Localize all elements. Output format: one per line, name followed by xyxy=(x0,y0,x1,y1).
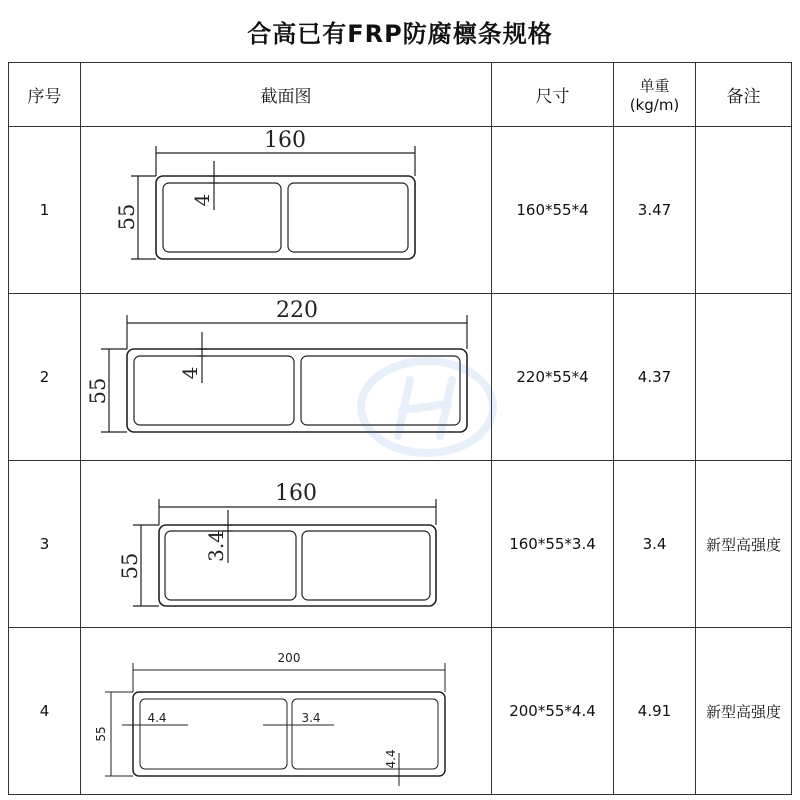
height-dimension: 55 xyxy=(118,552,142,579)
row-weight: 4.91 xyxy=(614,628,696,795)
page-title: 合高已有FRP防腐檩条规格 xyxy=(247,20,553,48)
row-note xyxy=(696,294,792,461)
web-dimension: 3.4 xyxy=(301,710,321,725)
row-index: 3 xyxy=(9,461,81,628)
row-drawing-cell xyxy=(81,127,492,294)
row-weight: 3.4 xyxy=(614,461,696,628)
row-drawing-cell xyxy=(81,628,492,795)
header-weight-unit: (kg/m) xyxy=(629,96,680,114)
row-drawing-cell xyxy=(81,461,492,628)
header-note: 备注 xyxy=(696,63,792,127)
row-drawing-cell xyxy=(81,294,492,461)
width-dimension: 200 xyxy=(277,650,301,665)
row-weight: 3.47 xyxy=(614,127,696,294)
thickness-dimension: 4 xyxy=(178,366,202,379)
row-size: 160*55*3.4 xyxy=(492,461,614,628)
row-weight: 4.37 xyxy=(614,294,696,461)
table-row xyxy=(9,628,792,795)
height-dimension: 55 xyxy=(115,203,139,230)
row-index: 1 xyxy=(9,127,81,294)
section-drawing xyxy=(81,462,492,627)
row-note: 新型高强度 xyxy=(696,628,792,795)
row-size: 220*55*4 xyxy=(492,294,614,461)
thickness-dimension: 3.4 xyxy=(204,529,228,562)
thickness-dimension: 4 xyxy=(190,193,214,206)
table-row xyxy=(9,127,792,294)
row-index: 4 xyxy=(9,628,81,795)
row-size: 200*55*4.4 xyxy=(492,628,614,795)
width-dimension: 220 xyxy=(276,297,318,323)
table-row xyxy=(9,294,792,461)
header-weight xyxy=(614,63,696,127)
row-size: 160*55*4 xyxy=(492,127,614,294)
section-drawing xyxy=(81,629,492,794)
thickness-dimension: 4.4 xyxy=(147,710,167,725)
table-header-row xyxy=(9,63,792,127)
row-note: 新型高强度 xyxy=(696,461,792,628)
header-weight-label: 单重 xyxy=(639,77,670,95)
height-dimension: 55 xyxy=(94,725,108,742)
section-drawing xyxy=(81,295,492,460)
height-dimension: 55 xyxy=(86,377,110,404)
spec-table xyxy=(8,62,792,795)
row-note xyxy=(696,127,792,294)
header-index: 序号 xyxy=(9,63,81,127)
row-index: 2 xyxy=(9,294,81,461)
flange-dimension: 4.4 xyxy=(384,748,398,769)
width-dimension: 160 xyxy=(264,127,306,153)
section-drawing xyxy=(81,128,492,293)
header-drawing: 截面图 xyxy=(81,63,492,127)
table-row xyxy=(9,461,792,628)
header-size: 尺寸 xyxy=(492,63,614,127)
width-dimension: 160 xyxy=(275,480,317,506)
